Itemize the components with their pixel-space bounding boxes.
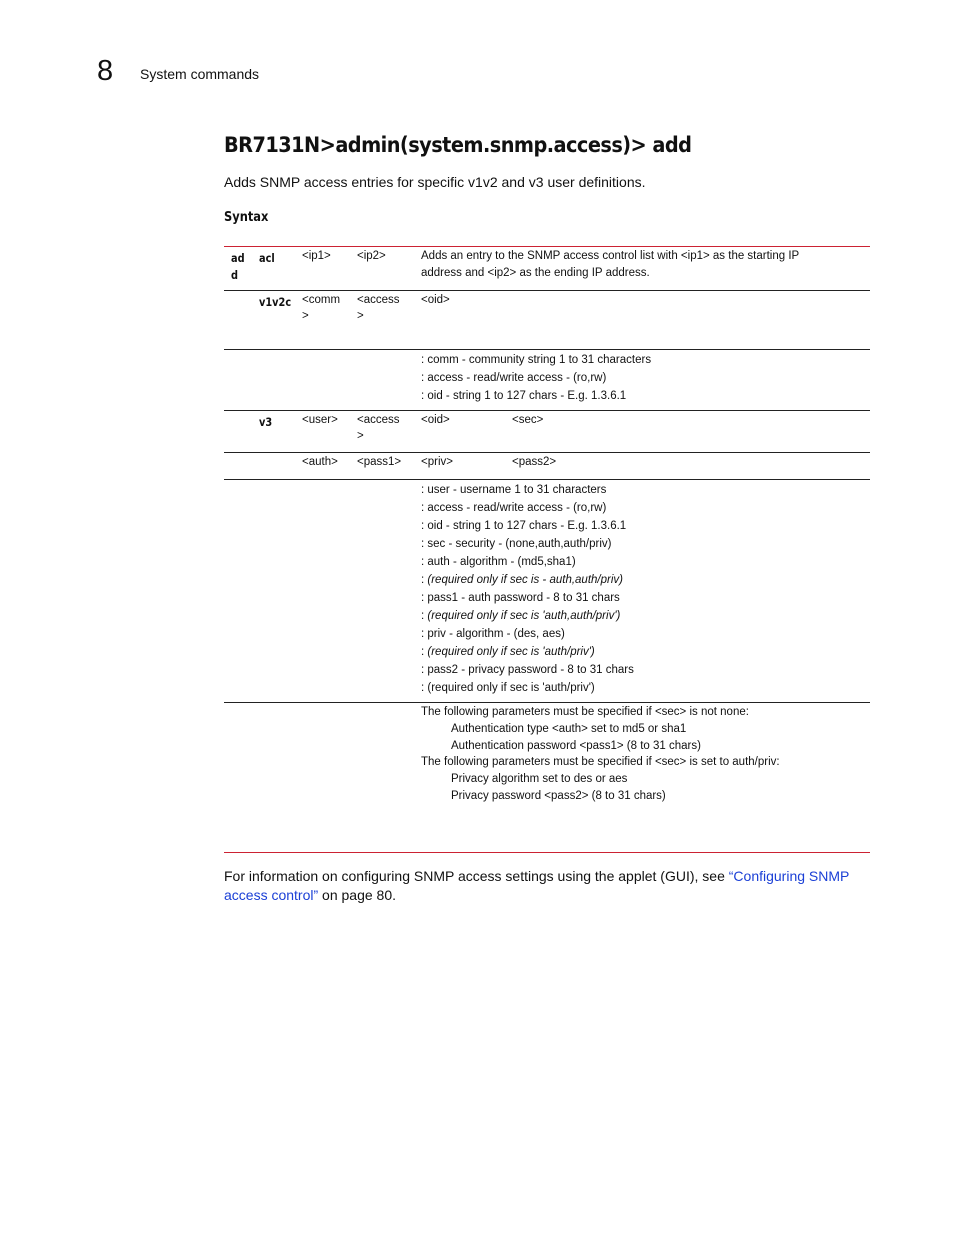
chapter-number: 8 [97,55,114,87]
list-item: : user - username 1 to 31 characters [421,484,607,496]
param-oid: <oid> [421,414,450,426]
table-row-divider [224,479,870,480]
command-title: BR7131N>admin(system.snmp.access)> add [224,133,692,157]
table-bottom-rule [224,852,870,853]
list-item: : access - read/write access - (ro,rw) [421,372,607,384]
param-priv: <priv> [421,456,453,468]
syntax-heading: Syntax [224,210,269,225]
v1v2c-notes [421,351,651,405]
list-item: Privacy algorithm set to des or aes [451,773,628,786]
param-sec: <sec> [512,414,544,426]
list-item: Authentication password <pass1> (8 to 31 chars) [451,739,701,752]
list-item: : oid - string 1 to 127 chars - E.g. 1.3.6.1 [421,390,627,402]
list-item: : auth - algorithm - (md5,sha1) [421,556,576,568]
param-ip2: <ip2> [357,250,386,262]
param-access-line1: <access [357,414,400,426]
table-row-divider [224,290,870,291]
v3-notes [421,481,634,697]
footer-text-before: For information on configuring SNMP access settings using the applet (GUI), see [224,868,729,884]
acl-description-line2: address and <ip2> as the ending IP address. [421,267,650,279]
list-item: : pass2 - privacy password - 8 to 31 chars [421,664,634,676]
list-item: : sec - security - (none,auth,auth/priv) [421,538,612,550]
list-item: The following parameters must be specified if <sec> is not none: [421,706,749,718]
subcmd-v3: v3 [259,415,273,429]
param-access-line2: > [357,310,364,322]
chapter-title: System commands [140,66,260,82]
table-top-rule [224,246,870,247]
list-item: Privacy password <pass2> (8 to 31 chars) [451,789,666,802]
param-pass2: <pass2> [512,456,557,468]
param-access-line1: <access [357,294,400,306]
list-item: : access - read/write access - (ro,rw) [421,502,607,514]
configuring-snmp-access-control-link[interactable]: “Configuring SNMP access control” [224,868,850,903]
list-item: : (required only if sec is 'auth,auth/priv') [421,610,621,622]
list-item: : comm - community string 1 to 31 characters [421,354,652,366]
command-description: Adds SNMP access entries for specific v1v2 and v3 user definitions. [224,174,646,190]
subcmd-v1v2c: v1v2c [259,295,292,309]
list-item: : oid - string 1 to 127 chars - E.g. 1.3.6.1 [421,520,627,532]
footer-text-after: on page 80. [318,887,397,903]
param-oid: <oid> [421,294,450,306]
table-row-divider [224,452,870,453]
list-item: : (required only if sec is - auth,auth/priv) [421,574,623,586]
gui-reference-paragraph [224,867,864,905]
table-row-divider [224,702,870,703]
param-comm-line1: <comm [302,294,341,306]
param-comm-line2: > [302,310,309,322]
acl-description-line1: Adds an entry to the SNMP access control list with <ip1> as the starting IP [421,250,800,262]
list-item: : pass1 - auth password - 8 to 31 chars [421,592,620,604]
list-item: : (required only if sec is 'auth/priv') [421,682,595,694]
list-item: Authentication type <auth> set to md5 or sha1 [451,722,687,735]
list-item: : priv - algorithm - (des, aes) [421,628,565,640]
param-user: <user> [302,414,338,426]
param-auth: <auth> [302,456,338,468]
subcmd-acl: acl [259,251,275,265]
cmd-add-line2: d [231,268,238,282]
list-item: : (required only if sec is 'auth/priv') [421,646,595,658]
cmd-add-line1: ad [231,251,245,265]
table-row-divider [224,410,870,411]
list-item: The following parameters must be specified if <sec> is set to auth/priv: [421,756,780,769]
param-ip1: <ip1> [302,250,331,262]
param-pass1: <pass1> [357,456,402,468]
parameter-requirements [421,704,780,805]
param-access-line2: > [357,430,364,442]
table-row-divider [224,349,870,350]
